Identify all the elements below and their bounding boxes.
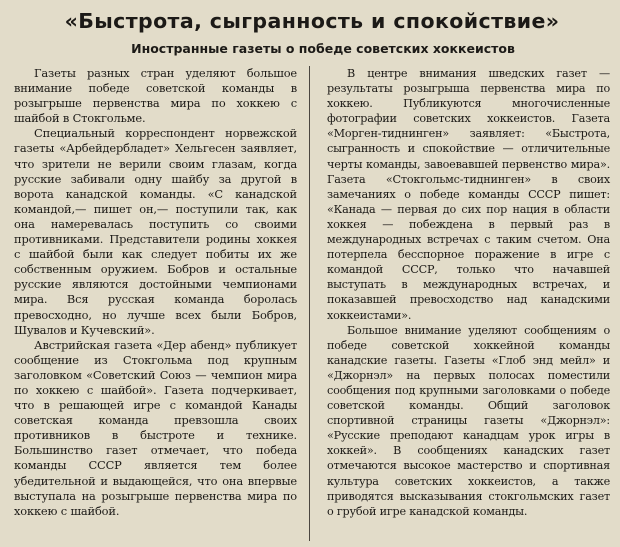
paragraph: Австрийская газета «Дер абенд» публикует сообщение из Стокгольма под крупным заголовком «Советский Союз — чемпион мира по хоккею с шайбой». Газета подчеркивает, что в решающей игре с командой Канады советская команда превзошла своих противников в быстроте и технике. Большинство газет отмечает, что победа команды СССР является тем более убедительной и выдающейся, что она впервые выступала на розыгрыше первенства мира по хоккею с шайбой. xyxy=(14,337,297,518)
headline: «Быстрота, сыгранность и спокойствие» xyxy=(64,9,560,33)
column-divider xyxy=(309,66,310,541)
paragraph: Газеты разных стран уделяют большое внимание победе советской команды в розыгрыше первенства мира по хоккею с шайбой в Стокгольме. xyxy=(14,66,297,126)
paragraph: Большое внимание уделяют сообщениям о победе советской хоккейной команды канадские газеты. Газеты «Глоб энд мейл» и «Джорнэл» на первых полосах поместили сообщения под крупными заголовками о победе советской команды. Общий заголовок спортивной страницы газеты «Джорнэл»: «Русские преподают канадцам урок игры в хоккей». В сообщениях канадских газет отмечаются высокое мастерство и спортивная культура советских хоккеистов, а также приводятся высказывания стокгольмских газет о грубой игре канадской команды. xyxy=(327,323,610,518)
left-column xyxy=(14,66,297,519)
paragraph: В центре внимания шведских газет — результаты розыгрыша первенства мира по хоккею. Публикуются многочисленные фотографии советских хоккеистов. Газета «Морген-тиднинген» заявляет: «Быстрота, сыгранность и спокойствие — отличительные черты команды, завоевавшей первенство мира». Газета «Стокгольмс-тиднинген» в своих замечаниях о победе команды СССР пишет: «Канада — первая до сих пор нация в области хоккея — побеждена в первый раз в международных встречах с таким счетом. Она потерпела бесспорное поражение в игре с командой СССР, только что начавшей выступать в международных встречах, и показавшей превосходство над канадскими хоккеистами». xyxy=(327,67,610,322)
right-column xyxy=(327,66,610,519)
subheadline: Иностранные газеты о победе советских хоккеистов xyxy=(131,41,515,56)
paragraph: Специальный корреспондент норвежской газеты «Арбейдербладет» Хельгесен заявляет, что зрители не верили своим глазам, когда русские забивали одну шайбу за другой в ворота канадской команды. «С канадской командой,— пишет он,— поступили так, как она намеревалась поступить со своими противниками. Представители родины хоккея с шайбой были как следует побиты их же собственным оружием. Бобров и остальные русские являются достойными чемпионами мира. Вся русская команда боролась превосходно, но лучше всех были Бобров, Шувалов и Кучевский». xyxy=(14,126,297,337)
article-columns xyxy=(14,66,610,519)
